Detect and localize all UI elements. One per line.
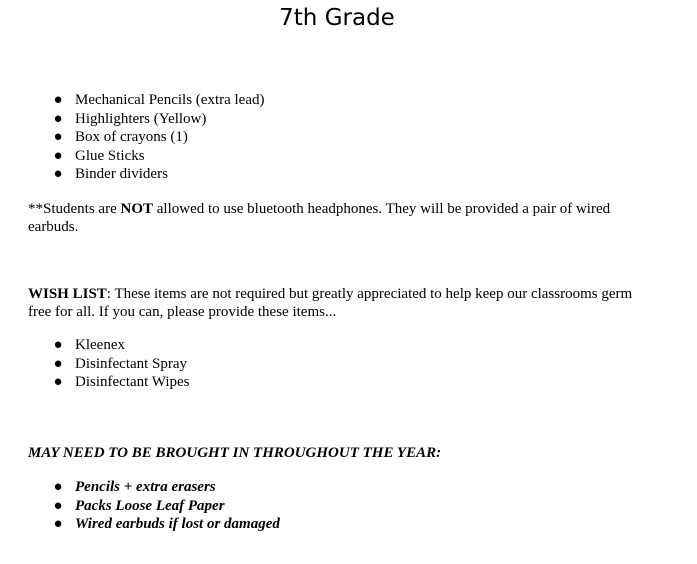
notice-emphasis: NOT [120, 201, 153, 217]
list-item-text: Glue Sticks [75, 147, 145, 164]
notice-prefix: **Students are [28, 201, 121, 217]
bullet-icon: ● [53, 337, 63, 353]
page-title: 7th Grade [279, 5, 395, 31]
list-item-text: Highlighters (Yellow) [75, 110, 207, 127]
list-item-text: Disinfectant Spray [75, 355, 188, 372]
wish-list-text: : These items are not required but greatly appreciated to help keep our classrooms germ free for all. If you can, please provide these items... [28, 286, 633, 320]
supply-list [0, 91, 265, 184]
bullet-icon: ● [53, 147, 63, 164]
list-item [0, 165, 265, 184]
wish-list-intro [28, 285, 658, 321]
list-item [0, 478, 280, 497]
list-item [0, 515, 280, 534]
list-item-text: Disinfectant Wipes [75, 374, 190, 390]
headphones-notice [28, 200, 658, 236]
bullet-icon: ● [53, 374, 63, 390]
bullet-icon: ● [53, 129, 63, 145]
list-item [0, 147, 265, 166]
wish-list [0, 336, 190, 392]
list-item [0, 128, 265, 147]
list-item-text: Box of crayons (1) [75, 129, 188, 145]
list-item [0, 336, 190, 355]
list-item-text: Packs Loose Leaf Paper [75, 497, 225, 514]
bullet-icon: ● [53, 110, 63, 127]
bullet-icon: ● [53, 516, 63, 532]
bullet-icon: ● [53, 479, 63, 495]
list-item-text: Wired earbuds if lost or damaged [75, 516, 280, 532]
list-item [0, 373, 190, 392]
bullet-icon: ● [53, 355, 63, 372]
throughout-year-heading: MAY NEED TO BE BROUGHT IN THROUGHOUT THE YEAR: [28, 445, 442, 461]
throughout-year-list [0, 478, 280, 534]
wish-list-label: WISH LIST [28, 286, 107, 302]
notice-suffix: allowed to use bluetooth headphones. They will be provided a pair of wired earbuds. [28, 201, 611, 235]
list-item [0, 91, 265, 110]
list-item-text: Mechanical Pencils (extra lead) [75, 92, 265, 108]
list-item-text: Kleenex [75, 337, 125, 353]
list-item-text: Pencils + extra erasers [75, 479, 216, 495]
bullet-icon: ● [53, 92, 63, 108]
list-item [0, 110, 265, 129]
list-item [0, 355, 190, 374]
list-item-text: Binder dividers [75, 166, 168, 182]
list-item [0, 497, 280, 516]
bullet-icon: ● [53, 166, 63, 182]
bullet-icon: ● [53, 497, 63, 514]
